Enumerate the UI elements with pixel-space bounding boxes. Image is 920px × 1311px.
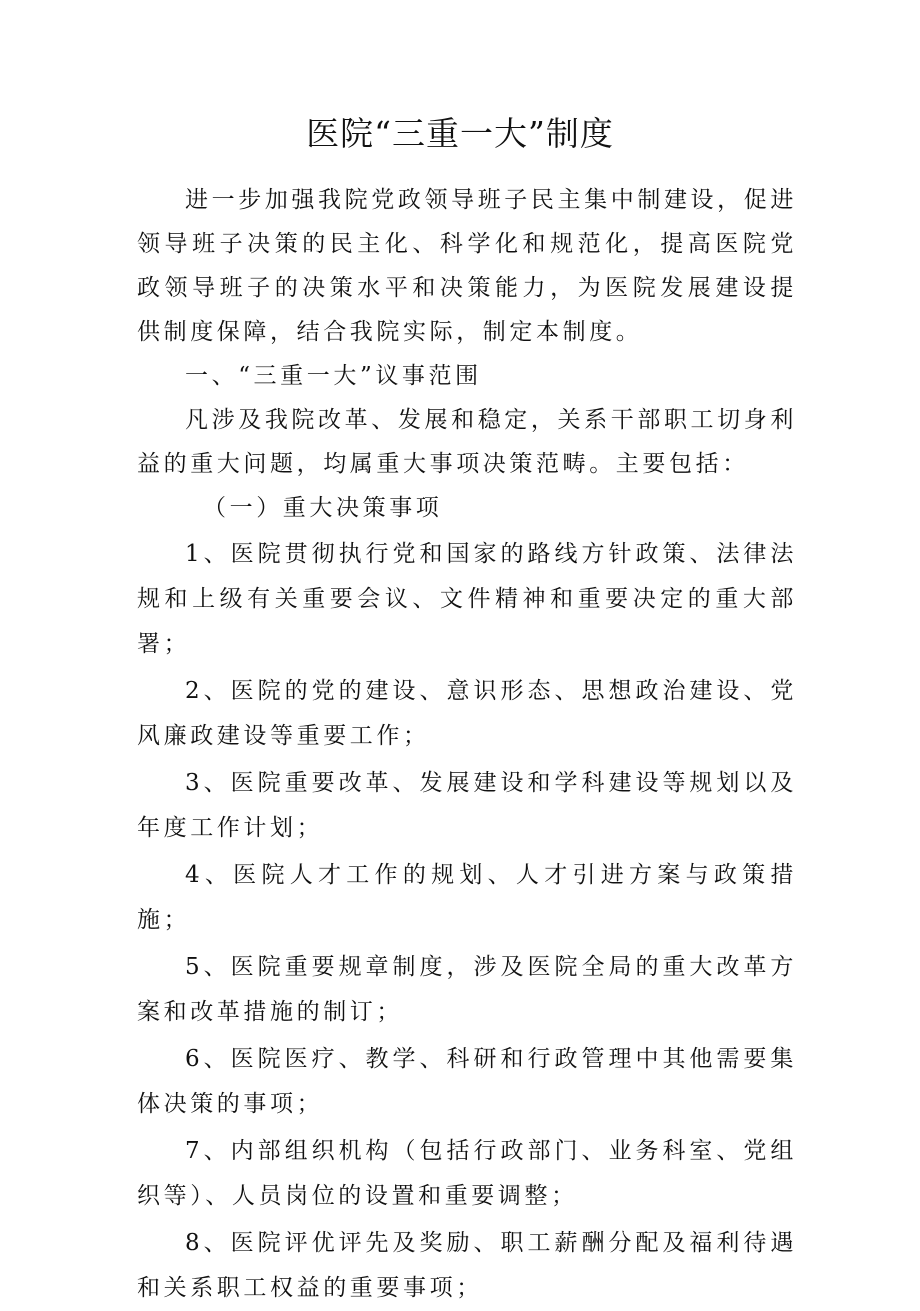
document-body [137,178,797,1311]
section-intro-paragraph: 凡涉及我院改革、发展和稳定，关系干部职工切身利益的重大问题，均属重大事项决策范畴。主要包括： [137,407,797,477]
list-item: 5、医院重要规章制度，涉及医院全局的重大改革方案和改革措施的制订； [137,954,797,1025]
intro-paragraph: 进一步加强我院党政领导班子民主集中制建设，促进领导班子决策的民主化、科学化和规范化，提高医院党政领导班子的决策水平和决策能力，为医院发展建设提供制度保障，结合我院实际，制定本制度。 [137,187,797,345]
list-item: 1、医院贯彻执行党和国家的路线方针政策、法律法规和上级有关重要会议、文件精神和重要决定的重大部署； [137,541,797,657]
list-item: 7、内部组织机构（包括行政部门、业务科室、党组织等）、人员岗位的设置和重要调整； [137,1138,797,1209]
document-title: 医院“三重一大”制度 [306,114,614,153]
list-item: 3、医院重要改革、发展建设和学科建设等规划以及年度工作计划； [137,770,797,841]
subsection-heading: （一）重大决策事项 [203,495,443,521]
list-item: 2、医院的党的建设、意识形态、思想政治建设、党风廉政建设等重要工作； [137,678,797,749]
list-item: 8、医院评优评先及奖励、职工薪酬分配及福利待遇和关系职工权益的重要事项； [137,1230,797,1301]
section-heading: 一、“三重一大”议事范围 [185,363,482,389]
list-item: 4、医院人才工作的规划、人才引进方案与政策措施； [137,862,797,933]
list-item: 6、医院医疗、教学、科研和行政管理中其他需要集体决策的事项； [137,1046,797,1117]
